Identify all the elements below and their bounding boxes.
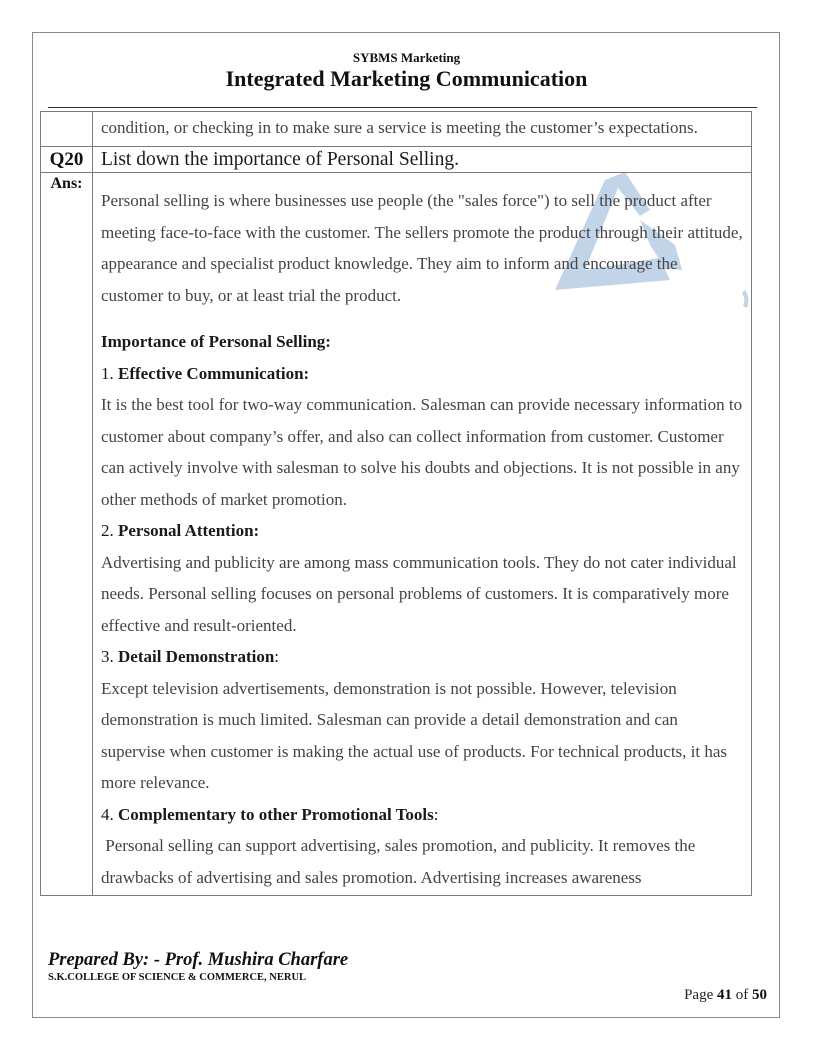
answer-body <box>101 173 743 895</box>
question-cell <box>93 147 752 173</box>
answer-intro: Personal selling is where businesses use people (the "sales force") to sell the product after meeting face-to-face with the customer. The sellers promote the product through their attitude, appearance and specialist product knowledge. They aim to inform and encourage the customer to buy, or at least trial the product. <box>101 191 743 305</box>
point-heading: Detail Demonstration <box>118 647 275 666</box>
answer-heading: Importance of Personal Selling: <box>101 332 331 351</box>
point-number: 2. <box>101 521 118 540</box>
question-number: Q20 <box>41 147 93 173</box>
page-current: 41 <box>717 987 732 1003</box>
point-text: It is the best tool for two-way communication. Salesman can provide necessary information to customer about company’s offer, and also can collect information from customer. Customer can actively involve with salesman to solve his doubts and objections. It is not possible in any other methods of market promotion. <box>101 395 743 509</box>
point-title <box>101 515 743 547</box>
footer-college: S.K.COLLEGE OF SCIENCE & COMMERCE, NERUL <box>48 972 307 983</box>
page-number <box>684 987 767 1004</box>
header-subtitle: SYBMS Marketing <box>352 50 461 65</box>
point-suffix: : <box>274 647 280 666</box>
page-mid: of <box>732 987 752 1003</box>
page-total: 50 <box>752 987 767 1003</box>
answer-row <box>41 173 752 896</box>
question-row <box>41 147 752 173</box>
point-heading: Complementary to other Promotional Tools <box>118 804 434 824</box>
point-text: Personal selling can support advertising, sales promotion, and publicity. It removes the drawbacks of advertising and sales promotion. Advertising increases awareness <box>101 836 700 887</box>
continuation-label <box>41 112 93 147</box>
page-prefix: Page <box>684 987 717 1003</box>
point-heading: Personal Attention: <box>118 521 260 540</box>
point-text: Advertising and publicity are among mass communication tools. They do not cater individual needs. Personal selling focuses on personal problems of customers. It is comparatively more effective and result-oriented. <box>101 552 737 635</box>
point-heading: Effective Communication: <box>118 363 310 383</box>
point-number: 4. <box>101 804 118 824</box>
header-title: Integrated Marketing Communication <box>225 66 588 91</box>
continuation-text: condition, or checking in to make sure a service is meeting the customer’s expectations. <box>101 118 698 137</box>
point-number: 1. <box>101 363 118 383</box>
continuation-cell <box>93 112 752 147</box>
point-text: Except television advertisements, demonstration is not possible. However, television demonstration is much limited. Salesman can provide a detail demonstration and can supervise when customer is making the actual use of products. For technical products, it has more relevance. <box>101 678 728 792</box>
point-suffix: : <box>433 804 439 824</box>
qa-table <box>40 111 752 896</box>
point-number: 3. <box>101 647 118 666</box>
answer-cell <box>93 173 752 896</box>
continuation-row <box>41 112 752 147</box>
point-title <box>101 799 743 831</box>
answer-label: Ans: <box>41 173 93 896</box>
point-title <box>101 641 743 673</box>
footer-prepared-by: Prepared By: - Prof. Mushira Charfare <box>48 950 349 970</box>
point-title <box>101 358 743 390</box>
header-divider <box>48 107 757 108</box>
question-text: List down the importance of Personal Selling. <box>101 149 459 170</box>
